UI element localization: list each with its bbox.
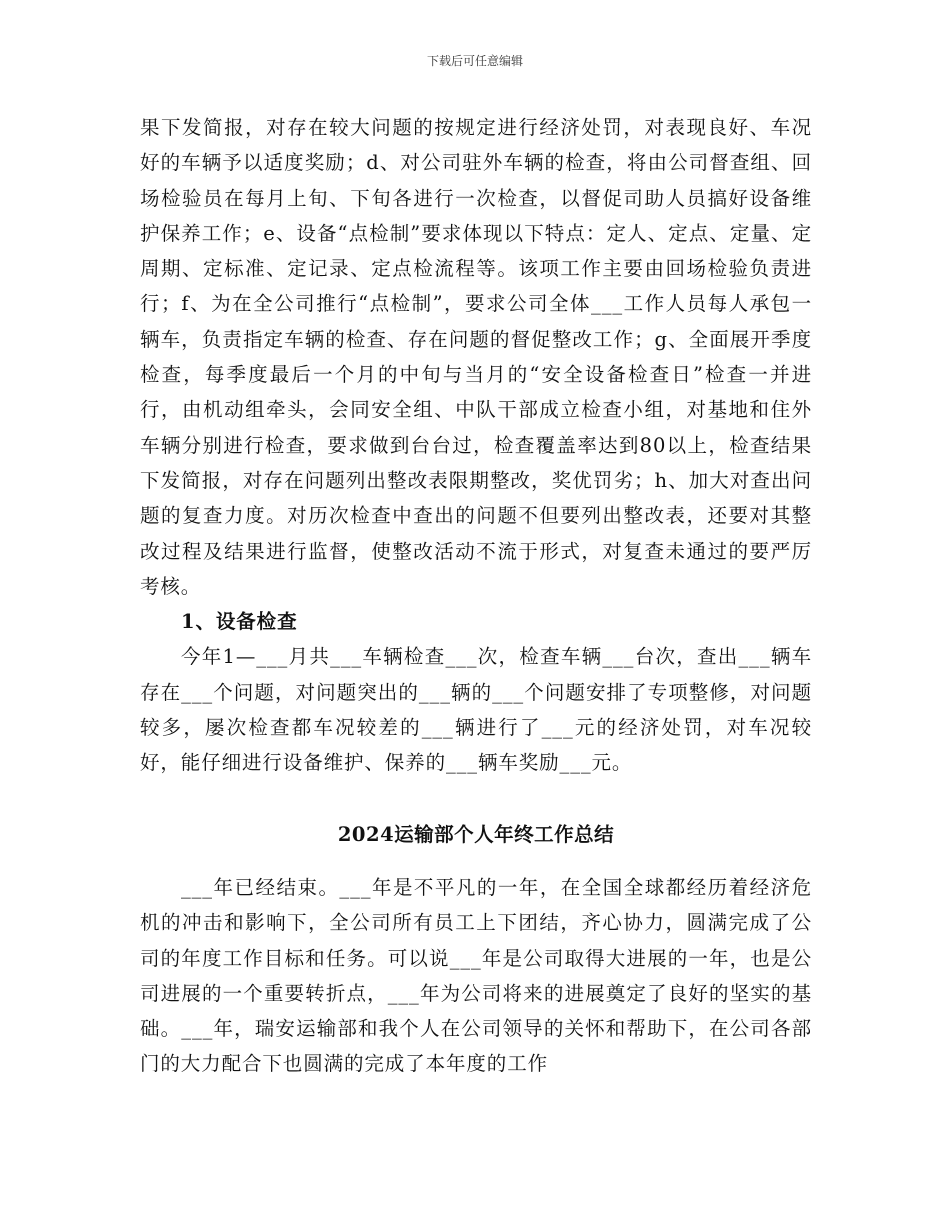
body-paragraph-inspection-results: 今年1—___月共___车辆检查___次，检查车辆___台次，查出___辆车存在___个问题，对问题突出的___辆的___个问题安排了专项整修，对问题较多，屡次检查都车况较差的___辆进行了___元的经济处罚，对车况较好，能仔细进行设备维护、保养的___辆车奖励___元。 [140, 645, 812, 775]
body-paragraph-inspection-rules: 果下发简报，对存在较大问题的按规定进行经济处罚，对表现良好、车况好的车辆予以适度奖励；d、对公司驻外车辆的检查，将由公司督查组、回场检验员在每月上旬、下旬各进行一次检查，以督促司助人员搞好设备维护保养工作；e、设备“点检制”要求体现以下特点：定人、定点、定量、定周期、定标准、定记录、定点检流程等。该项工作主要由回场检验负责进行；f、为在全公司推行“点检制”，要求公司全体___工作人员每人承包一辆车，负责指定车辆的检查、存在问题的督促整改工作；g、全面展开季度检查，每季度最后一个月的中旬与当月的“安全设备检查日”检查一并进行，由机动组牵头，会同安全组、中队干部成立检查小组，对基地和住外车辆分别进行检查，要求做到台台过，检查覆盖率达到80以上，检查结果下发简报，对存在问题列出整改表限期整改，奖优罚劣；h、加大对查出问题的复查力度。对历次检查中查出的问题不但要列出整改表，还要对其整改过程及结果进行监督，使整改活动不流于形式，对复查未通过的要严厉考核。 [140, 116, 812, 598]
document-title: 2024运输部个人年终工作总结 [337, 822, 615, 846]
page-header: 下载后可任意编辑 [426, 54, 523, 68]
body-paragraph-year-summary: ___年已经结束。___年是不平凡的一年，在全国全球都经历着经济危机的冲击和影响下，全公司所有员工上下团结，齐心协力，圆满完成了公司的年度工作目标和任务。可以说___年是公司取得大进展的一年，也是公司进展的一个重要转折点，___年为公司将来的进展奠定了良好的坚实的基础。___年，瑞安运输部和我个人在公司领导的关怀和帮助下，在公司各部门的大力配合下也圆满的完成了本年度的工作 [140, 875, 812, 1076]
section-heading-equipment-inspection: 1、设备检查 [181, 610, 298, 634]
document-body [140, 110, 812, 1082]
